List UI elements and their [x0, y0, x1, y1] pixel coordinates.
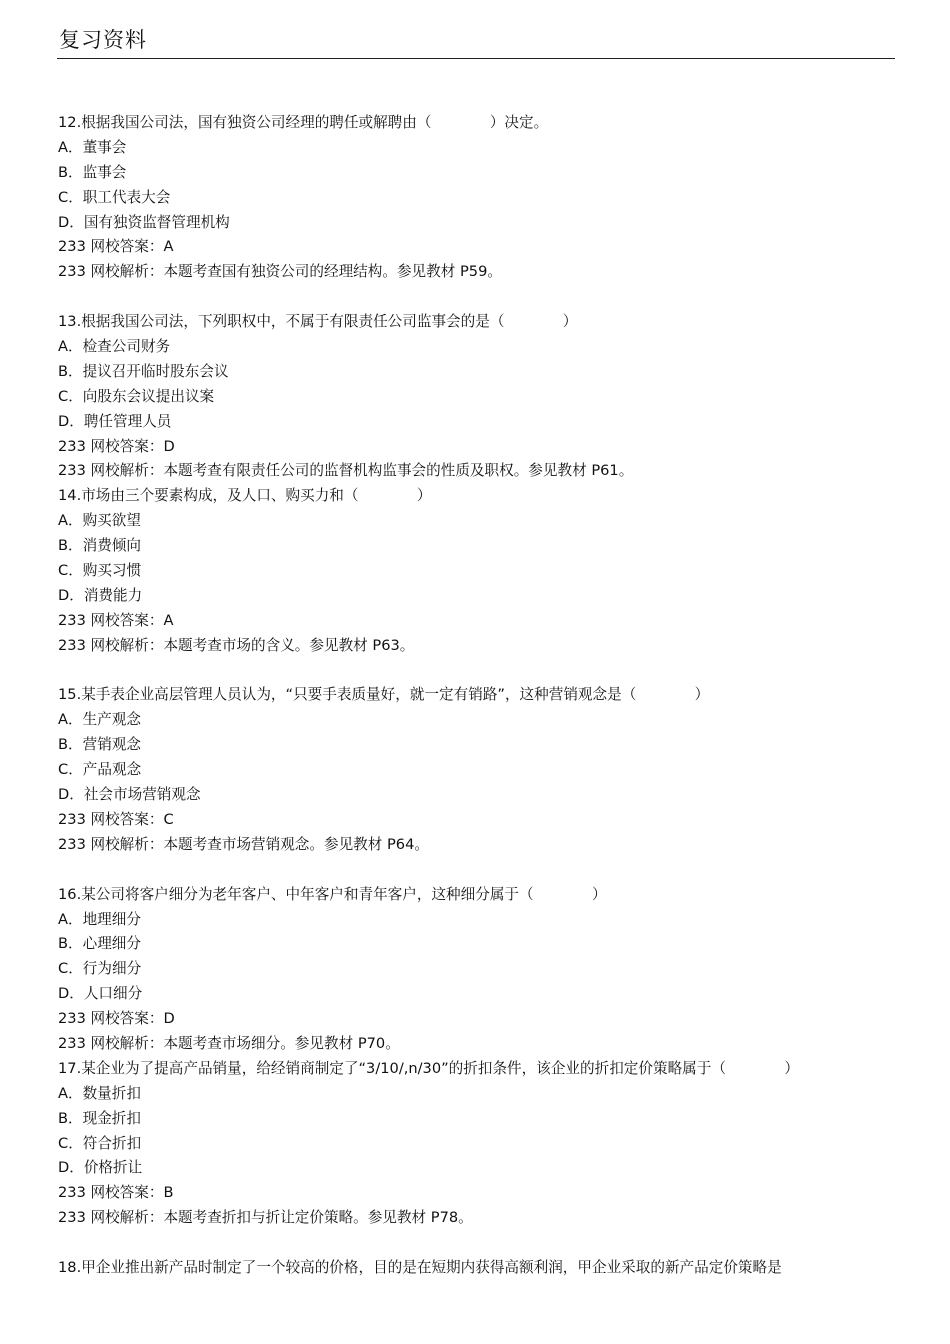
question-14: [58, 484, 898, 658]
answer-line: 233 网校答案：A: [58, 238, 174, 256]
option-b: B．监事会: [58, 163, 127, 181]
answer-line: 233 网校答案：D: [58, 437, 175, 455]
question-17: [58, 1057, 898, 1231]
option-c: C．向股东会议提出议案: [58, 387, 215, 405]
question-16: [58, 883, 898, 1057]
question-stem: 18.甲企业推出新产品时制定了一个较高的价格，目的是在短期内获得高额利润，甲企业采取的新产品定价策略是: [58, 1258, 782, 1276]
question-stem: 12.根据我国公司法，国有独资公司经理的聘任或解聘由（ ）决定。: [58, 114, 549, 131]
option-c: C．职工代表大会: [58, 188, 171, 206]
question-stem: 14.市场由三个要素构成，及人口、购买力和（ ）: [58, 487, 432, 505]
answer-line: 233 网校答案：A: [58, 611, 174, 629]
question-15: [58, 683, 898, 857]
page-header: [57, 22, 895, 59]
blank-line: [58, 659, 898, 684]
question-12: [58, 111, 898, 285]
blank-line: [58, 858, 898, 883]
analysis-line: 233 网校解析：本题考查市场的含义。参见教材 P63。: [58, 636, 415, 654]
option-a: A．购买欲望: [58, 512, 141, 530]
option-b: B．消费倾向: [58, 537, 141, 555]
option-d: D．消费能力: [58, 586, 143, 604]
option-a: A．数量折扣: [58, 1084, 141, 1102]
question-stem: 13.根据我国公司法，下列职权中，不属于有限责任公司监事会的是（ ）: [58, 313, 578, 331]
option-c: C．产品观念: [58, 761, 142, 779]
blank-line: [58, 1231, 898, 1256]
option-d: D．人口细分: [58, 985, 143, 1003]
option-b: B．现金折扣: [58, 1109, 141, 1127]
analysis-line: 233 网校解析：本题考查折扣与折让定价策略。参见教材 P78。: [58, 1209, 473, 1227]
question-stem: 16.某公司将客户细分为老年客户、中年客户和青年客户，这种细分属于（ ）: [58, 885, 607, 903]
option-d: D．社会市场营销观念: [58, 786, 201, 804]
answer-line: 233 网校答案：B: [58, 1184, 174, 1202]
option-a: A．检查公司财务: [58, 338, 171, 356]
answer-line: 233 网校答案：D: [58, 1010, 175, 1028]
header-title: 复习资料: [59, 28, 147, 52]
document-body: [58, 111, 898, 1281]
blank-line: [58, 285, 898, 310]
analysis-line: 233 网校解析：本题考查市场营销观念。参见教材 P64。: [58, 835, 429, 853]
option-d: D．聘任管理人员: [58, 412, 172, 430]
analysis-line: 233 网校解析：本题考查国有独资公司的经理结构。参见教材 P59。: [58, 263, 502, 281]
option-c: C．购买习惯: [58, 562, 142, 580]
option-c: C．符合折扣: [58, 1134, 142, 1152]
analysis-line: 233 网校解析：本题考查市场细分。参见教材 P70。: [58, 1034, 400, 1052]
option-d: D．价格折让: [58, 1159, 143, 1177]
option-c: C．行为细分: [58, 960, 142, 978]
option-b: B．营销观念: [58, 736, 141, 754]
option-b: B．心理细分: [58, 935, 141, 953]
option-a: A．生产观念: [58, 711, 141, 729]
question-stem: 15.某手表企业高层管理人员认为，“只要手表质量好，就一定有销路”，这种营销观念是（ ）: [58, 686, 710, 704]
question-stem: 17.某企业为了提高产品销量，给经销商制定了“3/10/,n/30”的折扣条件，该企业的折扣定价策略属于（ ）: [58, 1059, 799, 1077]
option-b: B．提议召开临时股东会议: [58, 362, 229, 380]
answer-line: 233 网校答案：C: [58, 810, 174, 828]
question-18: [58, 1256, 898, 1281]
option-d: D．国有独资监督管理机构: [58, 213, 230, 231]
question-13: [58, 310, 898, 484]
option-a: A．地理细分: [58, 910, 141, 928]
option-a: A．董事会: [58, 138, 127, 156]
analysis-line: 233 网校解析：本题考查有限责任公司的监督机构监事会的性质及职权。参见教材 P61。: [58, 462, 634, 480]
